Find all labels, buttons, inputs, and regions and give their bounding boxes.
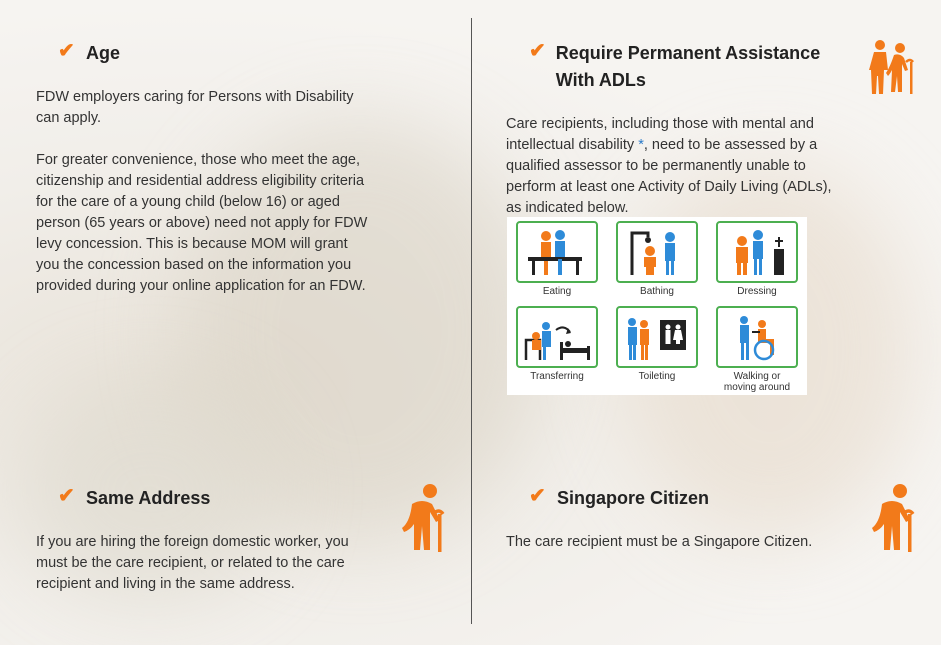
section-body: Care recipients, including those with mental and intellectual disability *, need to be assessed by a qualified assessor to be permanently unable to perform at least one Activity of Daily Living (ADLs), as indicated below. <box>506 116 832 216</box>
adl-activities-image <box>507 217 807 395</box>
adl-item-dressing <box>707 219 807 304</box>
adl-item-transferring <box>507 304 607 393</box>
section-title: Singapore Citizen <box>557 488 710 508</box>
adl-label: Walking or moving around <box>723 371 791 393</box>
section-heading-age <box>58 40 120 67</box>
walking-icon <box>722 312 792 362</box>
section-body: FDW employers caring for Persons with Disability can apply. For greater convenience, those who meet the age, citizenship and residential address eligibility criteria for the care of a young child (below 16) or aged person (65 years or above) need not apply for FDW levy concession. This is because MOM will grant you the concession based on the information you provided during your online application for an FDW. <box>36 89 368 294</box>
dressing-icon <box>722 227 792 277</box>
toileting-icon <box>622 312 692 362</box>
adl-item-bathing <box>607 219 707 304</box>
elderly-with-helper-icon <box>868 38 922 96</box>
adl-label: Transferring <box>530 371 584 382</box>
adl-label: Toileting <box>638 371 676 382</box>
section-title: Require Permanent Assistance With ADLs <box>555 43 821 90</box>
elderly-person-icon <box>398 482 450 552</box>
check-icon: ✔ <box>58 485 75 507</box>
section-heading-citizen <box>529 485 709 512</box>
adl-label: Dressing <box>737 286 777 297</box>
section-heading-adl <box>529 40 849 94</box>
adl-item-eating <box>507 219 607 304</box>
section-body: If you are hiring the foreign domestic worker, you must be the care recipient, or related to the care recipient and living in the same address. <box>36 534 349 592</box>
footnote-link[interactable]: * <box>638 137 644 153</box>
section-heading-address <box>58 485 210 512</box>
check-icon: ✔ <box>529 485 546 507</box>
bathing-icon <box>622 227 692 277</box>
elderly-person-icon <box>868 482 920 552</box>
section-title: Same Address <box>86 488 211 508</box>
adl-item-walking <box>707 304 807 393</box>
check-icon: ✔ <box>58 40 75 62</box>
adl-item-toileting <box>607 304 707 393</box>
section-body: The care recipient must be a Singapore Citizen. <box>506 534 813 550</box>
check-icon: ✔ <box>529 40 546 62</box>
eating-icon <box>522 227 592 277</box>
section-title: Age <box>86 43 121 63</box>
adl-label: Bathing <box>640 286 674 297</box>
transferring-icon <box>522 312 592 362</box>
column-divider <box>471 18 472 624</box>
adl-label: Eating <box>542 286 572 297</box>
